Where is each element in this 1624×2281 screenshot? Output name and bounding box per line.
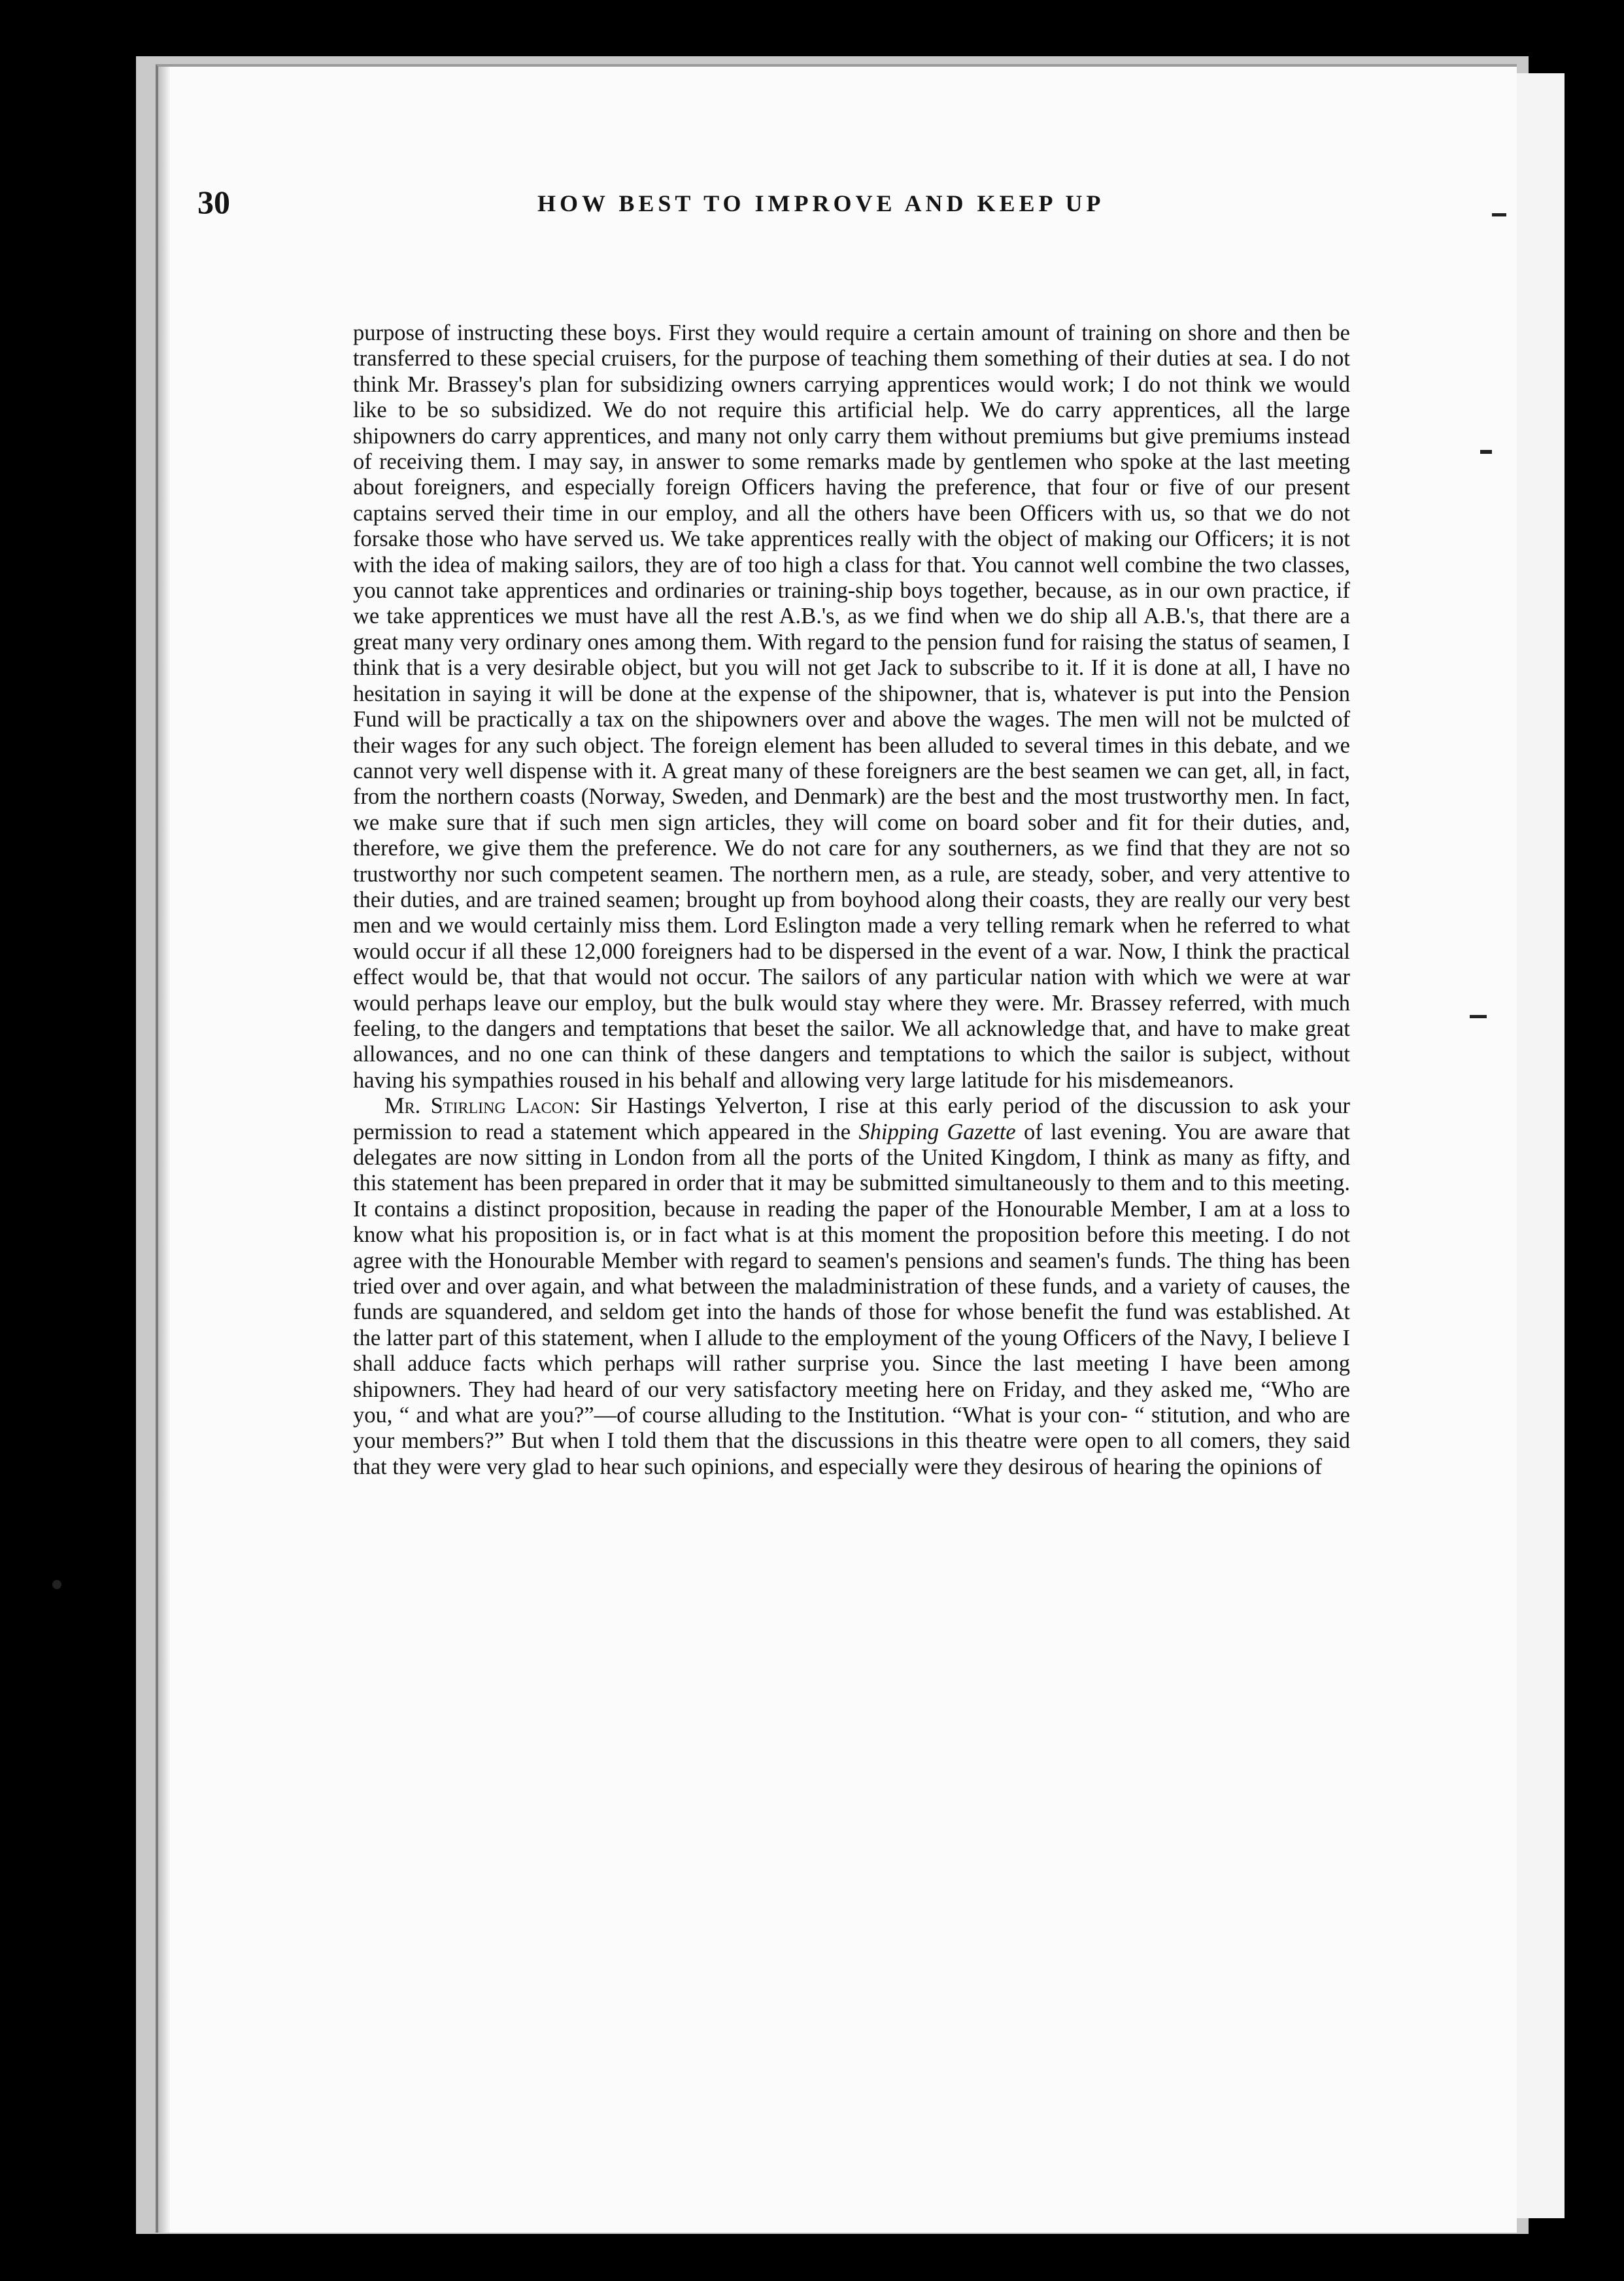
margin-mark: [52, 1580, 61, 1589]
body-text: [353, 320, 1350, 1480]
page-number: 30: [197, 184, 230, 220]
speaker-name: Mr. Stirling Lacon: [384, 1093, 575, 1119]
paragraph-text: : Sir Hastings Yelverton, I rise at this early period of the discussion to ask your permission to read a statement which appeared in the: [353, 1093, 1350, 1144]
paragraph-text: of last evening. You are aware that delegates are now sitting in London from all the ports of the United Kingdom, I think as many as fifty, and this statement has been prepared in order that it may be submitted simultaneously to them and to this meeting. It contains a distinct proposition, because in reading the paper of the Honourable Member, I am at a loss to know what his proposition is, or in fact what is at this moment the proposition before this meeting. I do not agree with the Honourable Member with regard to seamen's pensions and seamen's funds. The thing has been tried over and over again, and what between the maladministration of these funds, and a variety of causes, the funds are squandered, and seldom get into the hands of those for whose benefit the fund was established. At the latter part of this statement, when I allude to the employment of the young Officers of the Navy, I believe I shall adduce facts which perhaps will rather surprise you. Since the last meeting I have been among shipowners. They had heard of our very satisfactory meeting here on Friday, and they asked me, “Who are you, “ and what are you?”—of course alluding to the Institution. “What is your con- “ stitution, and who are your members?” But when I told them that the discussions in this theatre were open to all comers, they said that they were very glad to hear such opinions, and especially were they desirous of hearing the opinions of: [353, 1119, 1351, 1479]
publication-title: Shipping Gazette: [858, 1119, 1016, 1144]
paragraph: purpose of instructing these boys. First they would require a certain amount of training on shore and then be transferred to these special cruisers, for the purpose of teaching them something of their duties at sea. I do not think Mr. Brassey's plan for subsidizing owners carrying apprentices would work; I do not think we would like to be so subsidized. We do not require this artificial help. We do carry apprentices, all the large shipowners do carry apprentices, and many not only carry them without premiums but give premiums instead of receiving them. I may say, in answer to some remarks made by gentlemen who spoke at the last meeting about foreigners, and especially foreign Officers having the preference, that four or five of our present captains served their time in our employ, and all the others have been Officers with us, so that we do not forsake those who have served us. We take apprentices really with the object of making our Officers; it is not with the idea of making sailors, they are of too high a class for that. You cannot well combine the two classes, you cannot take apprentices and ordinaries or training-ship boys together, because, as in our own practice, if we take apprentices we must have all the rest A.B.'s, as we find when we do ship all A.B.'s, that there are a great many very ordinary ones among them. With regard to the pension fund for raising the status of seamen, I think that is a very desirable object, but you will not get Jack to subscribe to it. If it is done at all, I have no hesitation in saying it will be done at the expense of the shipowner, that is, whatever is put into the Pension Fund will be practically a tax on the shipowners over and above the wages. The men will not be mulcted of their wages for any such object. The foreign element has been alluded to several times in this debate, and we cannot very well dispense with it. A great many of these foreigners are the best seamen we can get, all, in fact, from the northern coasts (Norway, Sweden, and Denmark) are the best and the most trustworthy men. In fact, we make sure that if such men sign articles, they will come on board sober and fit for their duties, and, therefore, we give them the preference. We do not care for any southerners, as we find that they are not so trustworthy nor such competent seamen. The northern men, as a rule, are steady, sober, and very attentive to their duties, and are trained seamen; brought up from boyhood along their coasts, they are really our very best men and we would certainly miss them. Lord Eslington made a very telling remark when he referred to what would occur if all these 12,000 foreigners had to be dispersed in the event of a war. Now, I think the practical effect would be, that that would not occur. The sailors of any particular nation with which we were at war would perhaps leave our employ, but the bulk would stay where they were. Mr. Brassey referred, with much feeling, to the dangers and temptations that beset the sailor. We all acknowledge that, and have to make great allowances, and no one can think of these dangers and temptations to which the sailor is subject, without having his sympathies roused in his behalf and allowing very large latitude for his misdemeanors.: [353, 320, 1350, 1093]
running-head: HOW BEST TO IMPROVE AND KEEP UP: [537, 190, 1105, 216]
margin-mark: [1492, 213, 1506, 216]
margin-mark: [1480, 450, 1492, 454]
paragraph: [353, 1093, 1350, 1480]
page-header: [197, 183, 1348, 235]
margin-mark: [1470, 1015, 1487, 1018]
